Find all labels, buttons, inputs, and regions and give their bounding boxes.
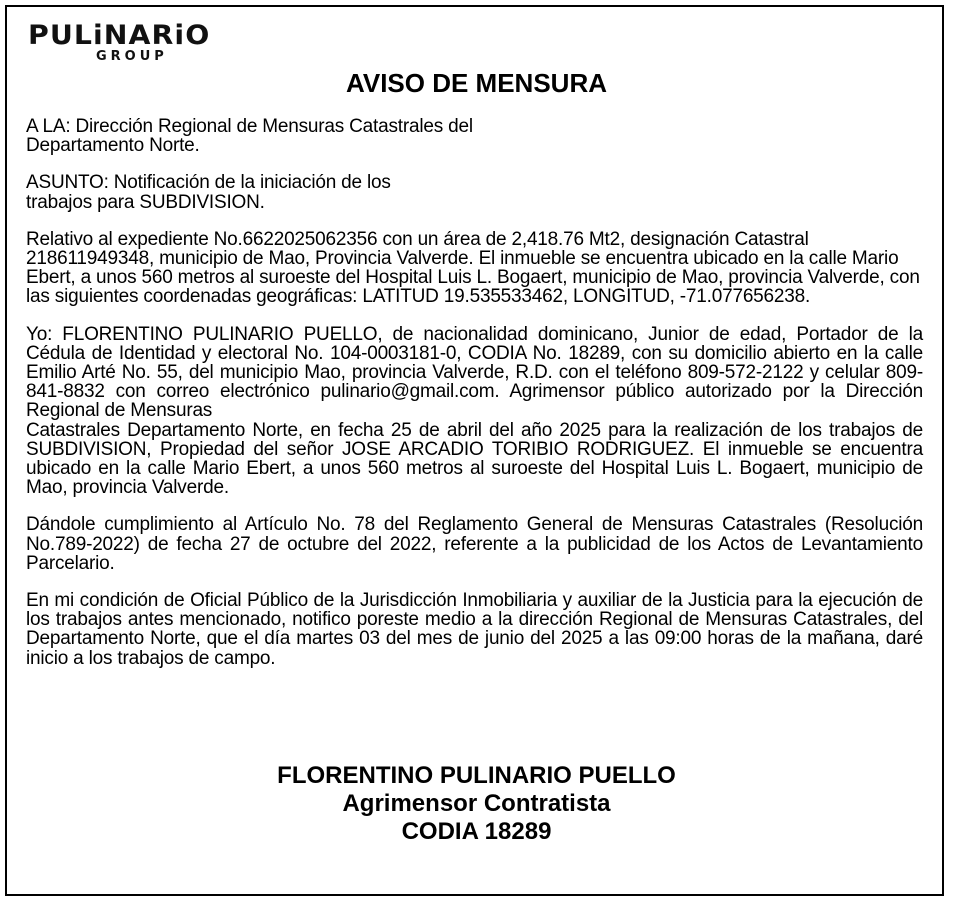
logo-wordmark: PULiNARiO bbox=[28, 20, 211, 51]
paragraph-declarant-part-1: Yo: FLORENTINO PULINARIO PUELLO, de nacionalidad dominicano, Junior de edad, Portador de la Cédula de Identidad y electoral No. 104-0003181-0, CODIA No. 18289, con su domicilio abierto en la calle Emilio Arté No. 55, del municipio Mao, provincia Valverde, R.D. con el teléfono 809-572-2122 y celular 809-841-8832 con correo electrónico pulinario@gmail.com. Agrimensor público autorizado por la Dirección Regional de Mensuras bbox=[26, 323, 923, 422]
notice-title: AVISO DE MENSURA bbox=[346, 68, 607, 98]
signatory-role: Agrimensor Contratista bbox=[342, 790, 611, 817]
paragraph-declarant bbox=[26, 325, 923, 498]
addressee-block bbox=[26, 117, 923, 155]
paragraph-relativo: Relativo al expediente No.6622025062356 con un área de 2,418.76 Mt2, designación Catastral 218611949348, municipio de Mao, Provincia Valverde. El inmueble se encuentra ubicado en la calle Mario Ebert, a unos 560 metros al suroeste del Hospital Luis L. Bogaert, municipio de Mao, provincia Valverde, con las siguientes coordenadas geográficas: LATITUD 19.535533462, LONGITUD, -71.077656238. bbox=[26, 228, 920, 308]
signature-block bbox=[0, 762, 953, 846]
paragraph-declarant-part-2: Catastrales Departamento Norte, en fecha 25 de abril del año 2025 para la realización de los trabajos de SUBDIVISION, Propiedad del señor JOSE ARCADIO TORIBIO RODRIGUEZ. El inmueble se encuentra ubicado en la calle Mario Ebert, a unos 560 metros al suroeste del Hospital Luis L. Bogaert, municipio de Mao, provincia Valverde. bbox=[26, 419, 923, 499]
signatory-name: FLORENTINO PULINARIO PUELLO bbox=[277, 762, 676, 789]
addressee-line-1: A LA: Dirección Regional de Mensuras Catastrales del bbox=[26, 116, 473, 137]
notice-body bbox=[26, 117, 923, 686]
paragraph-condicion: En mi condición de Oficial Público de la Jurisdicción Inmobiliaria y auxiliar de la Justicia para la ejecución de los trabajos antes mencionado, notifico poreste medio a la dirección Regional de Mensuras Catastrales, del Departamento Norte, que el día martes 03 del mes de junio del 2025 a las 09:00 horas de la mañana, daré inicio a los trabajos de campo. bbox=[26, 590, 923, 669]
logo-subtitle: GROUP bbox=[96, 49, 168, 64]
addressee-line-2: Departamento Norte. bbox=[26, 135, 200, 157]
company-logo bbox=[28, 22, 278, 64]
paragraph-cumplimiento: Dándole cumplimiento al Artículo No. 78 del Reglamento General de Mensuras Catastrales (Resolución No.789-2022) de fecha 27 de octubre del 2022, referente a la publicidad de los Actos de Levantamiento Parcelario. bbox=[26, 514, 923, 574]
signatory-codia: CODIA 18289 bbox=[401, 818, 552, 845]
subject-line-2: trabajos para SUBDIVISION. bbox=[26, 191, 265, 213]
subject-line-1: ASUNTO: Notificación de la iniciación de los bbox=[26, 172, 391, 194]
subject-block bbox=[26, 173, 923, 211]
